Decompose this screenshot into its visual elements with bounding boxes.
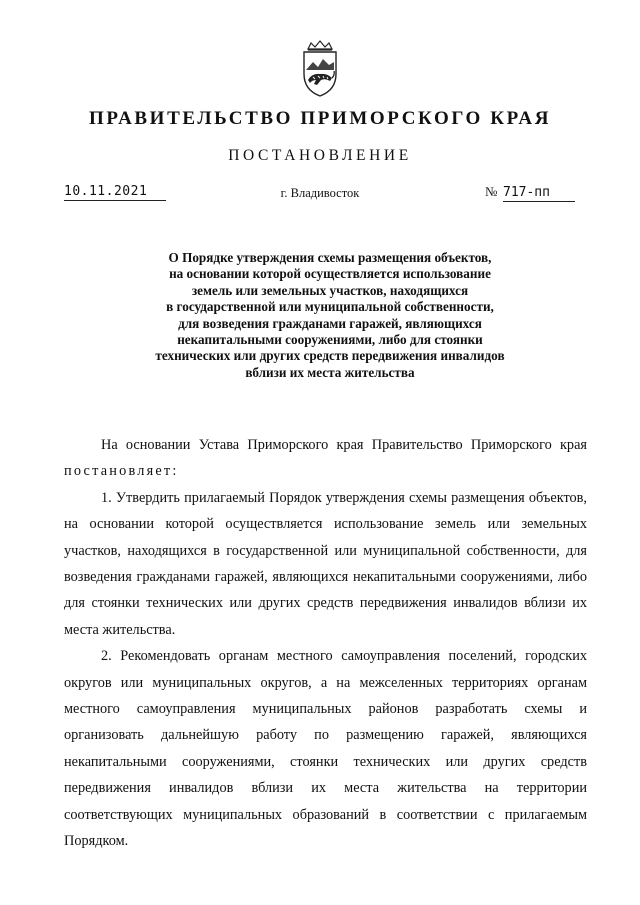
heading-line: вблизи их места жительства (245, 364, 415, 380)
item-2-paragraph: 2. Рекомендовать органам местного самоуправления поселений, городских округов или муниципальных округов, а на межселенных территориях органам местного самоуправления муниципальных районов разработать схемы и организовать дальнейшую работу по размещению гаражей, являющихся некапитальными сооружениями, стоянки технических или других средств передвижения инвалидов вблизи их места жительства на территории соответствующих муниципальных образований в соответствии с прилагаемым Порядком. (64, 648, 587, 850)
resolve-word: постановляет (64, 463, 173, 480)
number-sign: № (485, 184, 498, 199)
document-body (64, 432, 587, 855)
heading-line: технических или других средств передвижения инвалидов (155, 348, 505, 364)
document-date: 10.11.2021 (64, 184, 166, 201)
item-1-paragraph: 1. Утвердить прилагаемый Порядок утверждения схемы размещения объектов, на основании которой осуществляется использование земель или земельных участков, находящихся в государственной или муниципальной собственности, для возведения гражданами гаражей, являющихся некапитальными сооружениями, либо для стоянки технических или других средств передвижения инвалидов вблизи их места жительства. (64, 489, 587, 638)
document-city: г. Владивосток (280, 186, 360, 200)
intro-paragraph (64, 432, 587, 485)
heading-line: для возведения гражданами гаражей, являющихся (178, 315, 482, 331)
heading-line: О Порядке утверждения схемы размещения объектов, (168, 250, 492, 265)
document-number: 717-пп (503, 185, 575, 202)
intro-text: На основании Устава Приморского края Правительство Приморского края (101, 437, 587, 453)
heading-line: некапитальными сооружениями, либо для стоянки (177, 332, 483, 348)
government-title: ПРАВИТЕЛЬСТВО ПРИМОРСКОГО КРАЯ (88, 108, 552, 129)
heading-line: на основании которой осуществляется использование (169, 266, 491, 282)
heading-line: в государственной или муниципальной собственности, (166, 299, 494, 315)
coat-of-arms-icon (291, 40, 349, 98)
document-type: ПОСТАНОВЛЕНИЕ (228, 147, 412, 164)
heading-line: земель или земельных участков, находящихся (191, 282, 469, 298)
document-number-field (485, 184, 579, 202)
intro-end: : (172, 463, 177, 480)
document-heading (100, 250, 560, 381)
